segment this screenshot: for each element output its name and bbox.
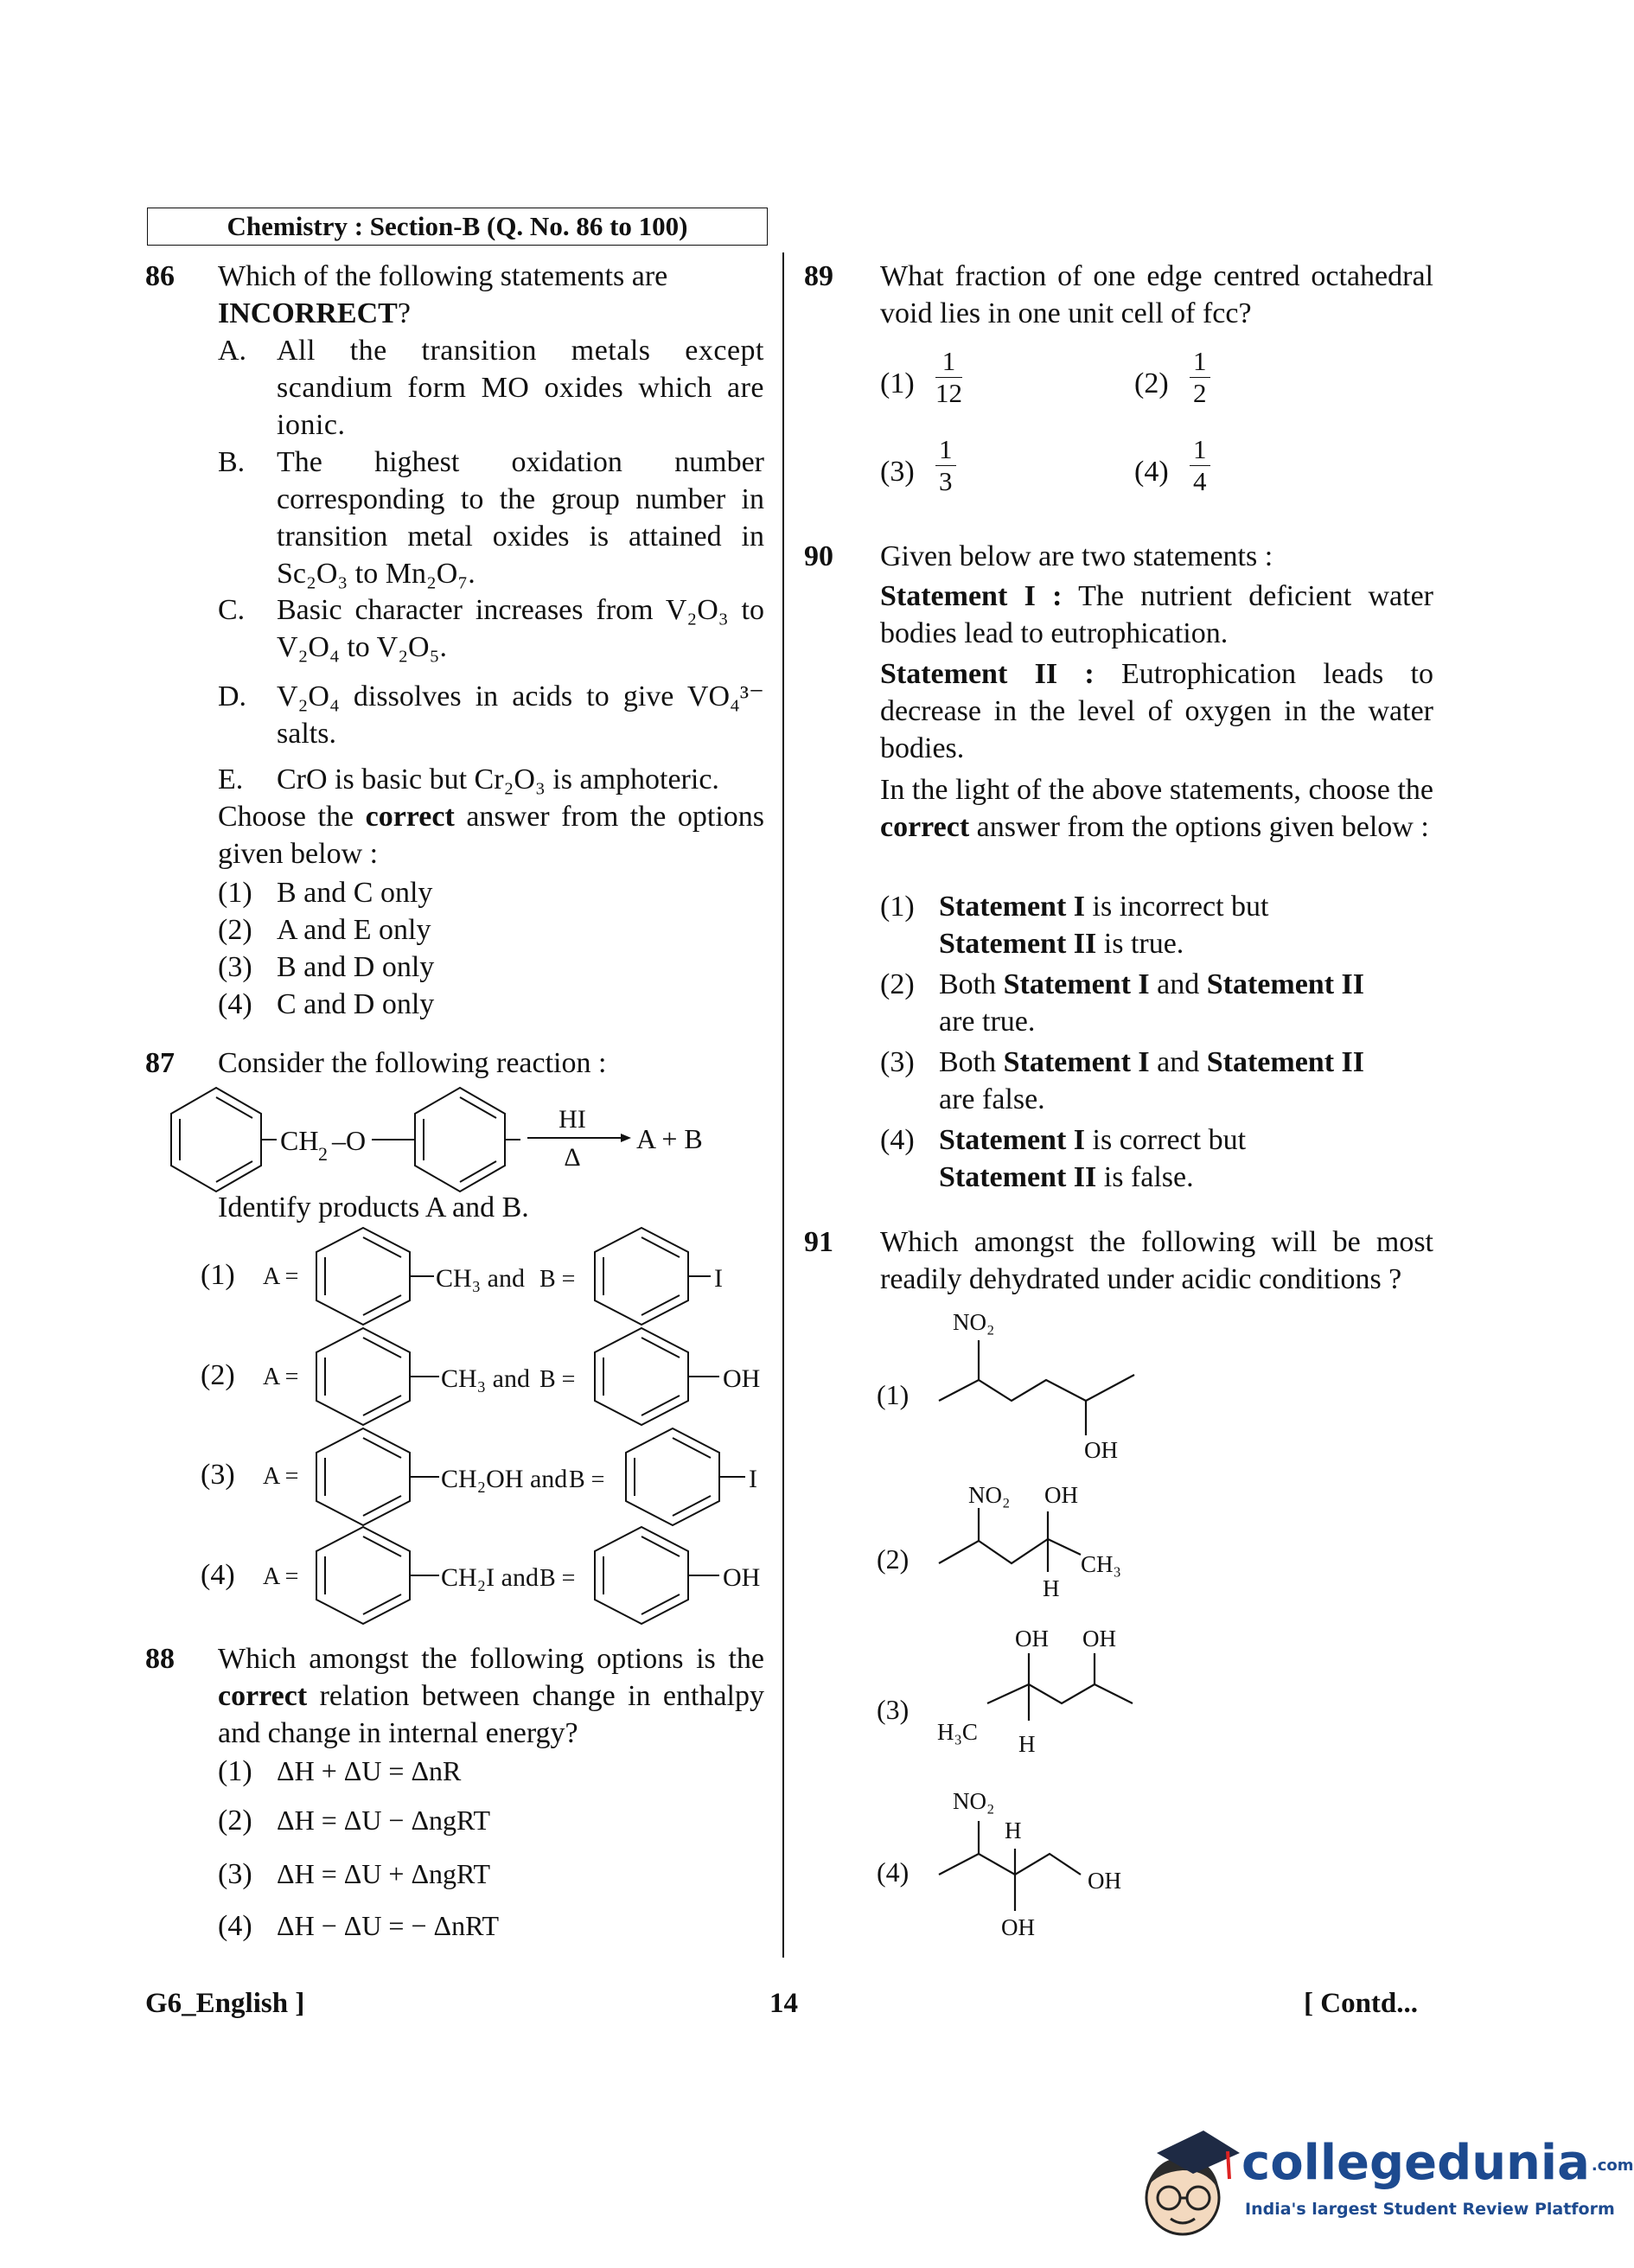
logo-wordmark: collegedunia: [1241, 2135, 1590, 2191]
statement-label: E.: [218, 763, 244, 795]
option-connector: is correct but: [1092, 1124, 1247, 1156]
option-a-label: A =: [263, 1263, 299, 1290]
linker-sub: 2: [318, 1143, 328, 1165]
option-label: (3): [218, 1858, 252, 1890]
q86-choose-instruction: [218, 798, 764, 872]
question-87-stem: Consider the following reaction :: [218, 1047, 607, 1079]
student-mascot-icon: [1131, 2118, 1243, 2248]
option-item[interactable]: [877, 1788, 1121, 1940]
footer-right: [ Contd...: [1304, 1988, 1419, 2019]
statement-ref: Statement I: [939, 1124, 1086, 1156]
question-number-91: 91: [804, 1226, 833, 1258]
question-number-86: 86: [145, 260, 175, 292]
option-text: A and E only: [277, 914, 431, 946]
footer-left: G6_English ]: [145, 1988, 305, 2019]
option-b-substituent: OH: [723, 1364, 761, 1393]
substituent-oh: OH: [1082, 1626, 1116, 1651]
substituent-no2: NO₂: [953, 1788, 995, 1814]
substituent-h3c: H₃C: [937, 1719, 978, 1745]
question-number-87: 87: [145, 1047, 175, 1079]
option-text: ΔH + ΔU = ΔnR: [277, 1755, 462, 1786]
reagent-heat: Δ: [564, 1143, 581, 1172]
benzene-ring: [595, 1228, 688, 1325]
linker-o: –O: [332, 1125, 367, 1156]
option-label: (3): [880, 456, 915, 488]
statement-ref: Statement II: [939, 1161, 1097, 1193]
option-prefix: Both: [939, 1046, 997, 1078]
statement-text: CrO is basic but Cr₂O₃ is amphoteric.: [277, 763, 719, 795]
q88-stem-post: relation between change in enthalpy and change in internal energy?: [218, 1680, 764, 1749]
option-label: (3): [218, 951, 252, 983]
option-ending: is true.: [1103, 928, 1184, 960]
option-label: (2): [1134, 367, 1169, 399]
option-label: (1): [218, 1755, 252, 1787]
option-text: B and C only: [277, 877, 433, 909]
benzene-ring: [626, 1428, 719, 1525]
question-88-stem: [218, 1640, 764, 1752]
option-text: [939, 888, 1423, 962]
option-item[interactable]: [201, 1328, 760, 1425]
q86-choose-post: answer from the options given below :: [218, 801, 765, 870]
statement-label: D.: [218, 680, 247, 712]
option-item[interactable]: [201, 1428, 757, 1525]
fraction-numerator: 1: [1190, 434, 1210, 466]
option-item[interactable]: [877, 1309, 1118, 1463]
option-text: ΔH = ΔU − ΔngRT: [277, 1805, 491, 1836]
statement-ref: Statement I: [1003, 1046, 1150, 1078]
statement-text: All the transition metals except scandium form MO oxides which are ionic.: [277, 335, 764, 441]
option-label: (1): [880, 367, 915, 399]
statement-text: The highest oxidation number corresponding to the group number in transition metal oxides is attained in Sc₂O₃ to Mn₂O₇.: [277, 446, 764, 590]
option-b-label: B =: [539, 1565, 576, 1592]
option-fraction: [935, 346, 962, 409]
option-label: (2): [201, 1359, 235, 1391]
benzene-ring-left: [171, 1088, 261, 1191]
statement-label: C.: [218, 594, 246, 626]
option-b-substituent: I: [714, 1264, 723, 1293]
statement-1-text: The nutrient deficient water bodies lead to eutrophication.: [880, 580, 1433, 649]
option-fraction: [1190, 346, 1210, 409]
option-text: ΔH − ΔU = − ΔnRT: [277, 1910, 500, 1941]
substituent-no2: NO₂: [953, 1309, 995, 1335]
reaction-arrow-head: [621, 1134, 631, 1142]
q88-stem-bold: correct: [218, 1680, 308, 1712]
option-a-substituent: CH₂I and: [441, 1563, 539, 1592]
statement-ref: Statement II: [939, 928, 1097, 960]
option-label: (4): [1134, 456, 1169, 488]
q86-choose-bold: correct: [365, 801, 455, 833]
question-91-stem: Which amongst the following will be most readily dehydrated under acidic conditions ?: [880, 1226, 1433, 1295]
linker-ch: CH: [280, 1125, 319, 1156]
option-connector: is incorrect but: [1092, 891, 1269, 923]
q88-stem-pre: Which amongst the following options is the: [218, 1643, 764, 1675]
fraction-numerator: 1: [935, 434, 956, 466]
option-item[interactable]: [201, 1228, 723, 1325]
benzene-ring: [316, 1228, 410, 1325]
option-connector: and: [1157, 1046, 1200, 1078]
option-label: (1): [218, 877, 252, 909]
option-item[interactable]: [877, 1626, 1116, 1757]
page-number: 14: [769, 1988, 798, 2019]
q86-choose-pre: Choose the: [218, 801, 354, 833]
option-label: (2): [877, 1543, 910, 1575]
option-a-substituent: CH₂OH and: [441, 1465, 568, 1493]
statement-ref: Statement II: [1206, 968, 1365, 1000]
option-a-label: A =: [263, 1463, 299, 1490]
option-label: (4): [218, 988, 252, 1020]
option-b-substituent: OH: [723, 1563, 761, 1592]
q91-options: [873, 1304, 1184, 1944]
option-text: [939, 1044, 1423, 1118]
question-number-88: 88: [145, 1643, 175, 1675]
fraction-numerator: 1: [1190, 346, 1210, 378]
fraction-denominator: 3: [939, 466, 953, 496]
option-ending: is false.: [1103, 1161, 1194, 1193]
question-number-89: 89: [804, 260, 833, 292]
question-number-90: 90: [804, 540, 833, 572]
fraction-denominator: 2: [1193, 378, 1207, 408]
q87-options: [201, 1226, 788, 1641]
option-ending: are true.: [939, 1006, 1036, 1038]
option-text: ΔH = ΔU + ΔngRT: [277, 1858, 491, 1889]
option-label: (4): [218, 1910, 252, 1942]
benzene-ring-right: [415, 1088, 505, 1191]
option-prefix: Both: [939, 968, 997, 1000]
section-header: Chemistry : Section-B (Q. No. 86 to 100): [147, 208, 768, 246]
q87-reaction-scheme: [164, 1083, 769, 1193]
q90-choose-pre: In the light of the above statements, choose the: [880, 774, 1433, 806]
statement-1-label: Statement I :: [880, 580, 1063, 612]
substituent-oh: OH: [1001, 1914, 1035, 1940]
reagent-hi: HI: [558, 1105, 586, 1134]
option-label: (1): [201, 1259, 235, 1291]
option-connector: and: [1157, 968, 1200, 1000]
q90-choose-instruction: [880, 771, 1433, 846]
question-86-stem: [218, 258, 764, 332]
q87-identify: Identify products A and B.: [218, 1191, 529, 1223]
q86-stem-bold: INCORRECT: [218, 297, 398, 329]
statement-text: V₂O₄ dissolves in acids to give VO₄³⁻ salts.: [277, 680, 764, 750]
option-label: (1): [880, 891, 915, 923]
statement-label: A.: [218, 335, 247, 367]
option-label: (3): [880, 1046, 915, 1078]
option-item[interactable]: [201, 1527, 760, 1624]
benzene-ring: [316, 1527, 410, 1624]
option-label: (2): [218, 914, 252, 946]
q90-choose-post: answer from the options given below :: [976, 811, 1429, 843]
option-label: (1): [877, 1379, 910, 1410]
q86-stem-pre: Which of the following statements are: [218, 260, 668, 292]
substituent-h: H: [1005, 1818, 1022, 1843]
q90-statement-1: [880, 578, 1433, 652]
option-text: C and D only: [277, 988, 435, 1020]
substituent-h: H: [1043, 1575, 1060, 1601]
option-b-label: B =: [539, 1366, 576, 1393]
substituent-oh: OH: [1015, 1626, 1049, 1651]
reaction-products: A + B: [636, 1123, 703, 1154]
fraction-numerator: 1: [935, 346, 962, 378]
option-b-label: B =: [539, 1266, 576, 1293]
substituent-h: H: [1018, 1731, 1036, 1757]
substituent-oh: OH: [1044, 1482, 1078, 1508]
q90-choose-bold: correct: [880, 811, 970, 843]
option-ending: are false.: [939, 1083, 1045, 1115]
option-a-substituent: CH₃ and: [436, 1264, 525, 1293]
option-label: (3): [877, 1694, 910, 1725]
statement-text: Basic character increases from V₂O₃ to V₂O₄ to V₂O₅.: [277, 594, 764, 663]
statement-label: B.: [218, 446, 246, 478]
statement-2-label: Statement II :: [880, 658, 1095, 690]
logo-tagline: India's largest Student Review Platform: [1245, 2200, 1615, 2219]
option-text: [939, 1121, 1423, 1196]
substituent-oh: OH: [1088, 1868, 1121, 1894]
statement-ref: Statement II: [1206, 1046, 1365, 1078]
option-a-label: A =: [263, 1364, 299, 1390]
option-a-substituent: CH₃ and: [441, 1364, 530, 1393]
option-label: (4): [880, 1124, 915, 1156]
fraction-denominator: 12: [935, 378, 962, 408]
option-fraction: [1190, 434, 1210, 497]
substituent-no2: NO₂: [968, 1482, 1011, 1508]
option-b-substituent: I: [749, 1465, 757, 1493]
option-a-label: A =: [263, 1563, 299, 1590]
substituent-oh: OH: [1084, 1437, 1118, 1463]
column-divider: [782, 252, 784, 1958]
option-label: (4): [877, 1856, 910, 1888]
statement-ref: Statement I: [1003, 968, 1150, 1000]
option-label: (2): [880, 968, 915, 1000]
option-fraction: [935, 434, 956, 497]
benzene-ring: [595, 1527, 688, 1624]
question-89-stem: What fraction of one edge centred octahedral void lies in one unit cell of fcc?: [880, 260, 1433, 329]
option-item[interactable]: [877, 1482, 1121, 1601]
logo-suffix: .com: [1591, 2156, 1634, 2175]
option-label: (3): [201, 1459, 235, 1491]
benzene-ring: [316, 1328, 410, 1425]
substituent-ch3: CH₃: [1081, 1551, 1121, 1577]
collegedunia-logo: [1131, 2118, 1634, 2248]
option-label: (2): [218, 1805, 252, 1837]
statement-2-text: Eutrophication leads to decrease in the level of oxygen in the water bodies.: [880, 658, 1433, 764]
option-b-label: B =: [569, 1466, 605, 1493]
statement-ref: Statement I: [939, 891, 1086, 923]
q86-stem-post: ?: [397, 297, 411, 329]
benzene-ring: [316, 1428, 410, 1525]
q90-statement-2: [880, 655, 1433, 767]
fraction-denominator: 4: [1193, 466, 1207, 496]
question-90-stem: Given below are two statements :: [880, 540, 1273, 572]
benzene-ring: [595, 1328, 688, 1425]
option-label: (4): [201, 1559, 235, 1591]
option-text: [939, 966, 1423, 1040]
option-text: B and D only: [277, 951, 435, 983]
